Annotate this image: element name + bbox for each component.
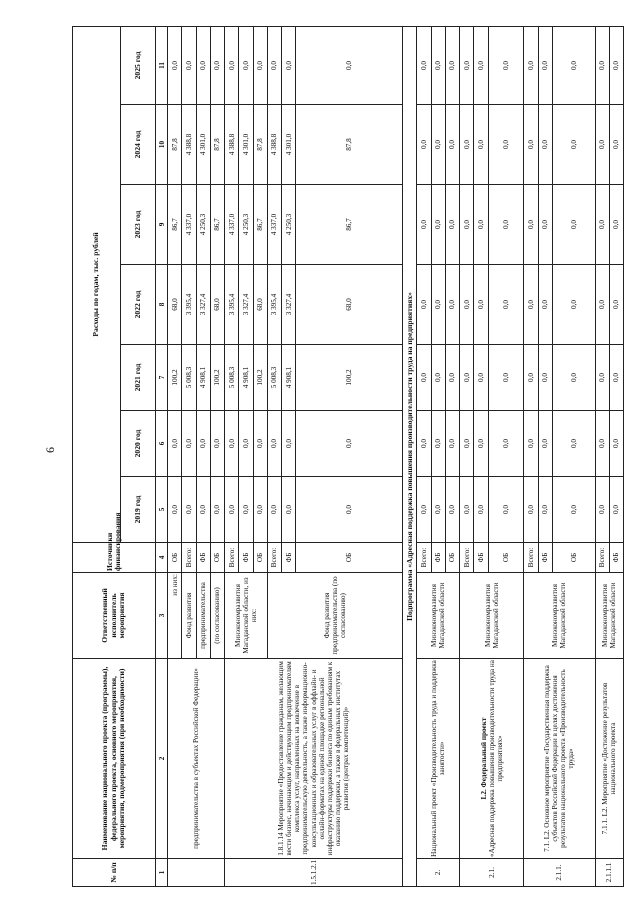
value-cell: 0,0 bbox=[595, 185, 609, 265]
value-cell: 5 008,3 bbox=[182, 345, 196, 411]
name-text: L2. Федеральный проект bbox=[479, 717, 488, 800]
responsible-cell: Минэкономразвития Магаданской области bbox=[595, 573, 624, 659]
value-cell: 87,8 bbox=[168, 105, 182, 185]
value-cell: 0,0 bbox=[488, 185, 524, 265]
column-number: 9 bbox=[156, 185, 168, 265]
value-cell: 0,0 bbox=[282, 411, 296, 477]
value-cell: 0,0 bbox=[417, 265, 431, 345]
value-cell: 68,0 bbox=[210, 265, 224, 345]
value-cell: 0,0 bbox=[168, 477, 182, 543]
value-cell: 0,0 bbox=[417, 185, 431, 265]
value-cell: 3 395,4 bbox=[182, 265, 196, 345]
header-year: 2022 год bbox=[120, 265, 156, 345]
responsible-cell: Минэкономразвития Магаданской области, из них: bbox=[225, 573, 268, 659]
value-cell: 0,0 bbox=[538, 26, 552, 104]
table-row bbox=[417, 26, 431, 886]
value-cell: 0,0 bbox=[609, 105, 623, 185]
column-number: 1 bbox=[156, 859, 168, 887]
source-cell: ОБ bbox=[552, 543, 595, 573]
column-number: 11 bbox=[156, 26, 168, 104]
table-row bbox=[460, 26, 474, 886]
value-cell: 0,0 bbox=[168, 411, 182, 477]
value-cell: 0,0 bbox=[609, 265, 623, 345]
value-cell: 0,0 bbox=[538, 265, 552, 345]
responsible-cell: предпринимательства bbox=[196, 573, 210, 659]
value-cell: 0,0 bbox=[595, 477, 609, 543]
source-cell: ФБ bbox=[196, 543, 210, 573]
value-cell: 0,0 bbox=[595, 345, 609, 411]
value-cell: 0,0 bbox=[296, 477, 403, 543]
value-cell: 0,0 bbox=[445, 185, 459, 265]
value-cell: 0,0 bbox=[474, 105, 488, 185]
name-cell bbox=[417, 659, 460, 859]
value-cell: 0,0 bbox=[210, 477, 224, 543]
value-cell: 0,0 bbox=[538, 411, 552, 477]
value-cell: 0,0 bbox=[460, 26, 474, 104]
value-cell: 0,0 bbox=[524, 345, 538, 411]
value-cell: 87,8 bbox=[253, 105, 267, 185]
value-cell: 4 301,0 bbox=[282, 105, 296, 185]
header-responsible: Ответственный исполнитель мероприятия bbox=[73, 573, 156, 659]
value-cell: 0,0 bbox=[595, 105, 609, 185]
source-cell: Всего: bbox=[267, 543, 281, 573]
value-cell: 0,0 bbox=[488, 345, 524, 411]
value-cell: 0,0 bbox=[296, 411, 403, 477]
value-cell: 100,2 bbox=[253, 345, 267, 411]
source-cell: ФБ bbox=[609, 543, 623, 573]
value-cell: 0,0 bbox=[239, 411, 253, 477]
value-cell: 0,0 bbox=[460, 105, 474, 185]
value-cell: 4 250,3 bbox=[239, 185, 253, 265]
value-cell: 0,0 bbox=[445, 477, 459, 543]
value-cell: 0,0 bbox=[524, 185, 538, 265]
value-cell: 87,8 bbox=[210, 105, 224, 185]
column-number: 7 bbox=[156, 345, 168, 411]
value-cell: 0,0 bbox=[538, 105, 552, 185]
column-number: 4 bbox=[156, 543, 168, 573]
num-cell: 2. bbox=[417, 859, 460, 887]
num-cell: 2.1. bbox=[460, 859, 524, 887]
value-cell: 100,2 bbox=[210, 345, 224, 411]
value-cell: 3 327,4 bbox=[282, 265, 296, 345]
name-cell: 1.8.1.14 Мероприятие «Предоставление гражданам, желающим вести бизнес, начинающим и действующим предпринимателям комплекса услуг, направленных на вовлечение в предпринимательскую деятельность, а также информационно-консультационных и образовательных услуг в оффлайн- и онлайн-форматах на единой площадке региональной инфраструктуры поддержки бизнеса по единым требованиям к оказанию поддержки, а также в федеральных институтах развития (центрах компетенций)» bbox=[225, 659, 403, 859]
column-numbers-row bbox=[156, 26, 168, 886]
value-cell: 68,0 bbox=[296, 265, 403, 345]
value-cell: 0,0 bbox=[267, 26, 281, 104]
value-cell: 0,0 bbox=[431, 265, 445, 345]
source-cell: ФБ bbox=[431, 543, 445, 573]
name-text: Национальный проект «Производительность труда и поддержка занятости» bbox=[430, 660, 447, 857]
value-cell: 4 337,0 bbox=[182, 185, 196, 265]
value-cell: 0,0 bbox=[182, 411, 196, 477]
value-cell: 0,0 bbox=[460, 411, 474, 477]
value-cell: 0,0 bbox=[282, 477, 296, 543]
value-cell: 0,0 bbox=[196, 26, 210, 104]
source-cell: ФБ bbox=[474, 543, 488, 573]
value-cell: 0,0 bbox=[225, 477, 239, 543]
value-cell: 0,0 bbox=[445, 105, 459, 185]
value-cell: 0,0 bbox=[182, 26, 196, 104]
value-cell: 0,0 bbox=[552, 26, 595, 104]
value-cell: 0,0 bbox=[488, 105, 524, 185]
value-cell: 3 327,4 bbox=[239, 265, 253, 345]
value-cell: 0,0 bbox=[524, 105, 538, 185]
subprogram-title: Подпрограмма «Адресная поддержка повышения производительности труда на предприятиях» bbox=[403, 26, 417, 886]
header-row bbox=[73, 26, 121, 886]
value-cell: 0,0 bbox=[488, 26, 524, 104]
value-cell: 0,0 bbox=[524, 477, 538, 543]
value-cell: 0,0 bbox=[417, 345, 431, 411]
name-text: «Адресная поддержка повышения производительности труда на предприятиях» bbox=[487, 660, 504, 857]
name-text: 7.1.1. L2. Мероприятие «Достижение результатов национального проекта bbox=[601, 682, 618, 835]
name-text: 7.1. L2. Основное мероприятие «Государственная поддержка субъектов Российской Федерации в целях достижения результатов национального проекта «Производительность труда» bbox=[543, 665, 576, 852]
num-cell: 2.1.1. bbox=[524, 859, 595, 887]
source-cell: ФБ bbox=[239, 543, 253, 573]
value-cell: 4 388,8 bbox=[225, 105, 239, 185]
value-cell: 0,0 bbox=[445, 411, 459, 477]
value-cell: 4 337,0 bbox=[267, 185, 281, 265]
value-cell: 0,0 bbox=[196, 477, 210, 543]
responsible-cell: Минэкономразвития Магаданской области bbox=[460, 573, 524, 659]
value-cell: 0,0 bbox=[417, 411, 431, 477]
table-row bbox=[168, 26, 182, 886]
value-cell: 0,0 bbox=[524, 265, 538, 345]
value-cell: 68,0 bbox=[253, 265, 267, 345]
header-year: 2025 год bbox=[120, 26, 156, 104]
responsible-cell: Фонд развития bbox=[182, 573, 196, 659]
value-cell: 0,0 bbox=[474, 411, 488, 477]
column-number: 8 bbox=[156, 265, 168, 345]
source-cell: ОБ bbox=[296, 543, 403, 573]
value-cell: 0,0 bbox=[552, 265, 595, 345]
value-cell: 0,0 bbox=[595, 265, 609, 345]
value-cell: 68,0 bbox=[168, 265, 182, 345]
value-cell: 0,0 bbox=[239, 477, 253, 543]
value-cell: 5 008,3 bbox=[267, 345, 281, 411]
value-cell: 0,0 bbox=[488, 477, 524, 543]
value-cell: 0,0 bbox=[253, 26, 267, 104]
value-cell: 0,0 bbox=[474, 345, 488, 411]
value-cell: 86,7 bbox=[168, 185, 182, 265]
value-cell: 4 908,1 bbox=[196, 345, 210, 411]
value-cell: 0,0 bbox=[253, 411, 267, 477]
value-cell: 0,0 bbox=[196, 411, 210, 477]
value-cell: 0,0 bbox=[431, 185, 445, 265]
source-cell: ОБ bbox=[445, 543, 459, 573]
header-source: Источники финансирования bbox=[73, 543, 156, 573]
value-cell: 0,0 bbox=[609, 477, 623, 543]
value-cell: 0,0 bbox=[168, 26, 182, 104]
value-cell: 0,0 bbox=[538, 477, 552, 543]
num-cell bbox=[168, 859, 225, 887]
responsible-cell: из них: bbox=[168, 573, 182, 659]
value-cell: 0,0 bbox=[460, 265, 474, 345]
header-num: № п/п bbox=[73, 859, 156, 887]
table-row bbox=[225, 26, 239, 886]
value-cell: 3 395,4 bbox=[267, 265, 281, 345]
header-expenses: Расходы по годам, тыс. рублей bbox=[73, 26, 121, 542]
value-cell: 87,8 bbox=[296, 105, 403, 185]
value-cell: 0,0 bbox=[431, 345, 445, 411]
value-cell: 0,0 bbox=[182, 477, 196, 543]
value-cell: 0,0 bbox=[595, 411, 609, 477]
value-cell: 100,2 bbox=[296, 345, 403, 411]
value-cell: 86,7 bbox=[296, 185, 403, 265]
header-year: 2024 год bbox=[120, 105, 156, 185]
subprogram-row bbox=[403, 26, 417, 886]
source-cell: Всего: bbox=[417, 543, 431, 573]
value-cell: 0,0 bbox=[552, 411, 595, 477]
header-name: Наименование национального проекта (программы), федерального проекта, основного мероприятия, мероприятия, подмероприятия (при необходимости) bbox=[73, 659, 156, 859]
value-cell: 3 327,4 bbox=[196, 265, 210, 345]
responsible-cell: (по согласованию) bbox=[210, 573, 224, 659]
column-number: 6 bbox=[156, 411, 168, 477]
value-cell: 0,0 bbox=[595, 26, 609, 104]
name-cell: предпринимательства в субъектах Российской Федерации» bbox=[168, 659, 225, 859]
value-cell: 0,0 bbox=[431, 411, 445, 477]
value-cell: 0,0 bbox=[460, 185, 474, 265]
responsible-cell: Минэкономразвития Магаданской области bbox=[524, 573, 595, 659]
value-cell: 0,0 bbox=[296, 26, 403, 104]
source-cell: ОБ bbox=[488, 543, 524, 573]
header-year: 2021 год bbox=[120, 345, 156, 411]
name-cell bbox=[524, 659, 595, 859]
value-cell: 0,0 bbox=[609, 26, 623, 104]
value-cell: 4 301,0 bbox=[239, 105, 253, 185]
num-cell: 1.5.1.2.1 bbox=[225, 859, 403, 887]
value-cell: 0,0 bbox=[552, 477, 595, 543]
value-cell: 4 250,3 bbox=[196, 185, 210, 265]
value-cell: 0,0 bbox=[431, 26, 445, 104]
value-cell: 0,0 bbox=[538, 345, 552, 411]
source-cell: Всего: bbox=[460, 543, 474, 573]
value-cell: 4 388,8 bbox=[267, 105, 281, 185]
value-cell: 0,0 bbox=[552, 345, 595, 411]
value-cell: 0,0 bbox=[609, 411, 623, 477]
value-cell: 0,0 bbox=[210, 26, 224, 104]
value-cell: 0,0 bbox=[267, 477, 281, 543]
value-cell: 0,0 bbox=[253, 477, 267, 543]
value-cell: 0,0 bbox=[609, 185, 623, 265]
value-cell: 0,0 bbox=[488, 265, 524, 345]
value-cell: 4 908,1 bbox=[239, 345, 253, 411]
column-number: 3 bbox=[156, 573, 168, 659]
value-cell: 4 908,1 bbox=[282, 345, 296, 411]
value-cell: 5 008,3 bbox=[225, 345, 239, 411]
value-cell: 0,0 bbox=[474, 477, 488, 543]
value-cell: 0,0 bbox=[609, 345, 623, 411]
header-year: 2019 год bbox=[120, 477, 156, 543]
value-cell: 0,0 bbox=[460, 477, 474, 543]
value-cell: 4 337,0 bbox=[225, 185, 239, 265]
value-cell: 0,0 bbox=[460, 345, 474, 411]
value-cell: 0,0 bbox=[225, 26, 239, 104]
column-number: 10 bbox=[156, 105, 168, 185]
value-cell: 0,0 bbox=[239, 26, 253, 104]
value-cell: 0,0 bbox=[210, 411, 224, 477]
value-cell: 0,0 bbox=[225, 411, 239, 477]
value-cell: 0,0 bbox=[445, 26, 459, 104]
value-cell: 0,0 bbox=[417, 105, 431, 185]
responsible-cell: Минэкономразвития Магаданской области bbox=[417, 573, 460, 659]
source-cell: ОБ bbox=[210, 543, 224, 573]
value-cell: 0,0 bbox=[524, 26, 538, 104]
source-cell: ОБ bbox=[168, 543, 182, 573]
value-cell: 0,0 bbox=[417, 26, 431, 104]
value-cell: 0,0 bbox=[445, 265, 459, 345]
value-cell: 0,0 bbox=[474, 26, 488, 104]
value-cell: 0,0 bbox=[552, 105, 595, 185]
name-cell bbox=[595, 659, 624, 859]
value-cell: 0,0 bbox=[524, 411, 538, 477]
value-cell: 0,0 bbox=[267, 411, 281, 477]
value-cell: 4 301,0 bbox=[196, 105, 210, 185]
value-cell: 0,0 bbox=[488, 411, 524, 477]
name-cell bbox=[460, 659, 524, 859]
source-cell: Всего: bbox=[182, 543, 196, 573]
value-cell: 0,0 bbox=[474, 265, 488, 345]
source-cell: ФБ bbox=[538, 543, 552, 573]
source-cell: Всего: bbox=[524, 543, 538, 573]
column-number: 2 bbox=[156, 659, 168, 859]
source-cell: Всего: bbox=[225, 543, 239, 573]
table-row bbox=[524, 26, 538, 886]
num-cell: 2.1.1.1 bbox=[595, 859, 624, 887]
value-cell: 0,0 bbox=[552, 185, 595, 265]
source-cell: Всего: bbox=[595, 543, 609, 573]
source-cell: ФБ bbox=[282, 543, 296, 573]
table-row bbox=[595, 26, 609, 886]
value-cell: 4 250,3 bbox=[282, 185, 296, 265]
value-cell: 0,0 bbox=[431, 477, 445, 543]
value-cell: 0,0 bbox=[417, 477, 431, 543]
value-cell: 0,0 bbox=[431, 105, 445, 185]
source-cell: ОБ bbox=[253, 543, 267, 573]
value-cell: 100,2 bbox=[168, 345, 182, 411]
rotated-page-content bbox=[72, 27, 624, 887]
value-cell: 4 388,8 bbox=[182, 105, 196, 185]
value-cell: 3 395,4 bbox=[225, 265, 239, 345]
header-year: 2023 год bbox=[120, 185, 156, 265]
value-cell: 0,0 bbox=[474, 185, 488, 265]
page-number: 6 bbox=[43, 447, 57, 453]
budget-table bbox=[72, 26, 624, 887]
value-cell: 0,0 bbox=[538, 185, 552, 265]
value-cell: 0,0 bbox=[445, 345, 459, 411]
header-year: 2020 год bbox=[120, 411, 156, 477]
value-cell: 86,7 bbox=[253, 185, 267, 265]
responsible-cell: Фонд развития предпринимательства (по согласованию) bbox=[267, 573, 402, 659]
value-cell: 0,0 bbox=[282, 26, 296, 104]
value-cell: 86,7 bbox=[210, 185, 224, 265]
column-number: 5 bbox=[156, 477, 168, 543]
